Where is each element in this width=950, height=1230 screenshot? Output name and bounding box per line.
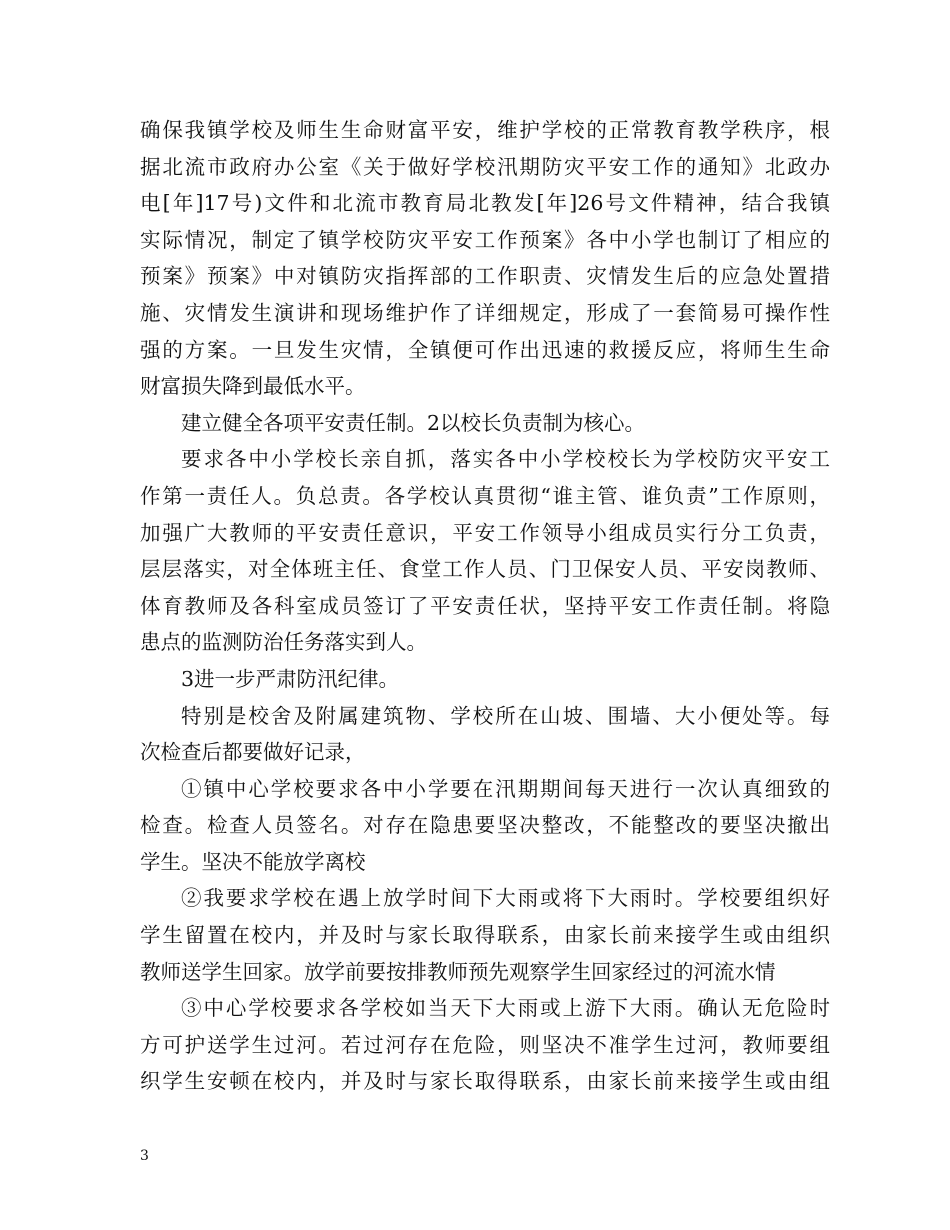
paragraph-responsibility-heading — [140, 405, 830, 442]
text-line: 检查。检查人员签名。对存在隐患要坚决整改，不能整改的要坚决撤出 — [140, 813, 830, 838]
text-line: 预案》预案》中对镇防灾指挥部的工作职责、灾情发生后的应急处置措 — [140, 264, 830, 289]
text-line: ②我要求学校在遇上放学时间下大雨或将下大雨时。学校要组织好 — [181, 886, 830, 911]
paragraph-item-1 — [140, 771, 830, 881]
text-line: 教师送学生回家。放学前要按排教师预先观察学生回家经过的河流水情 — [140, 959, 776, 984]
text-line: 特别是校舍及附属建筑物、学校所在山坡、围墙、大小便处等。每 — [181, 703, 830, 728]
text-line: 方可护送学生过河。若过河存在危险，则坚决不准学生过河，教师要组 — [140, 1032, 830, 1057]
text-line: 织学生安顿在校内，并及时与家长取得联系，由家长前来接学生或由组 — [140, 1069, 830, 1094]
paragraph-discipline-heading — [140, 661, 830, 698]
text-line: ①镇中心学校要求各中小学要在汛期期间每天进行一次认真细致的 — [181, 776, 830, 801]
text-line: 财富损失降到最低水平。 — [140, 374, 366, 399]
text-line: 确保我镇学校及师生生命财富平安，维护学校的正常教育教学秩序，根 — [140, 118, 830, 142]
text-line: ③中心学校要求各学校如当天下大雨或上游下大雨。确认无危险时 — [181, 996, 830, 1021]
text-line: 学生。坚决不能放学离校 — [140, 849, 366, 874]
text-line: 强的方案。一旦发生灾情，全镇便可作出迅速的救援反应，将师生生命 — [140, 337, 830, 362]
document-body — [140, 112, 830, 1100]
paragraph-inspection — [140, 698, 830, 771]
text-line: 层层落实，对全体班主任、食堂工作人员、门卫保安人员、平安岗教师、 — [140, 557, 830, 582]
text-line: 施、灾情发生演讲和现场维护作了详细规定，形成了一套简易可操作性 — [140, 300, 830, 325]
text-line: 实际情况，制定了镇学校防灾平安工作预案》各中小学也制订了相应的 — [140, 227, 830, 252]
text-line: 体育教师及各科室成员签订了平安责任状，坚持平安工作责任制。将隐 — [140, 593, 830, 618]
paragraph-intro — [140, 112, 830, 405]
paragraph-responsibility — [140, 441, 830, 661]
text-line: 据北流市政府办公室《关于做好学校汛期防灾平安工作的通知》北政办 — [140, 154, 830, 179]
text-line: 3进一步严肃防汛纪律。 — [181, 666, 400, 691]
text-line: 电[年]17号)文件和北流市教育局北教发[年]26号文件精神，结合我镇 — [140, 191, 830, 216]
text-line: 患点的监测防治任务落实到人。 — [140, 630, 427, 655]
text-line: 作第一责任人。负总责。各学校认真贯彻“谁主管、谁负责”工作原则， — [140, 483, 830, 508]
page-number: 3 — [140, 1148, 149, 1164]
text-line: 学生留置在校内，并及时与家长取得联系，由家长前来接学生或由组织 — [140, 923, 830, 948]
text-line: 要求各中小学校长亲自抓，落实各中小学校校长为学校防灾平安工 — [181, 447, 830, 472]
text-line: 次检查后都要做好记录， — [140, 740, 366, 765]
text-line: 加强广大教师的平安责任意识，平安工作领导小组成员实行分工负责， — [140, 520, 830, 545]
text-line: 建立健全各项平安责任制。2以校长负责制为核心。 — [181, 410, 646, 435]
paragraph-item-3 — [140, 990, 830, 1100]
paragraph-item-2 — [140, 880, 830, 990]
